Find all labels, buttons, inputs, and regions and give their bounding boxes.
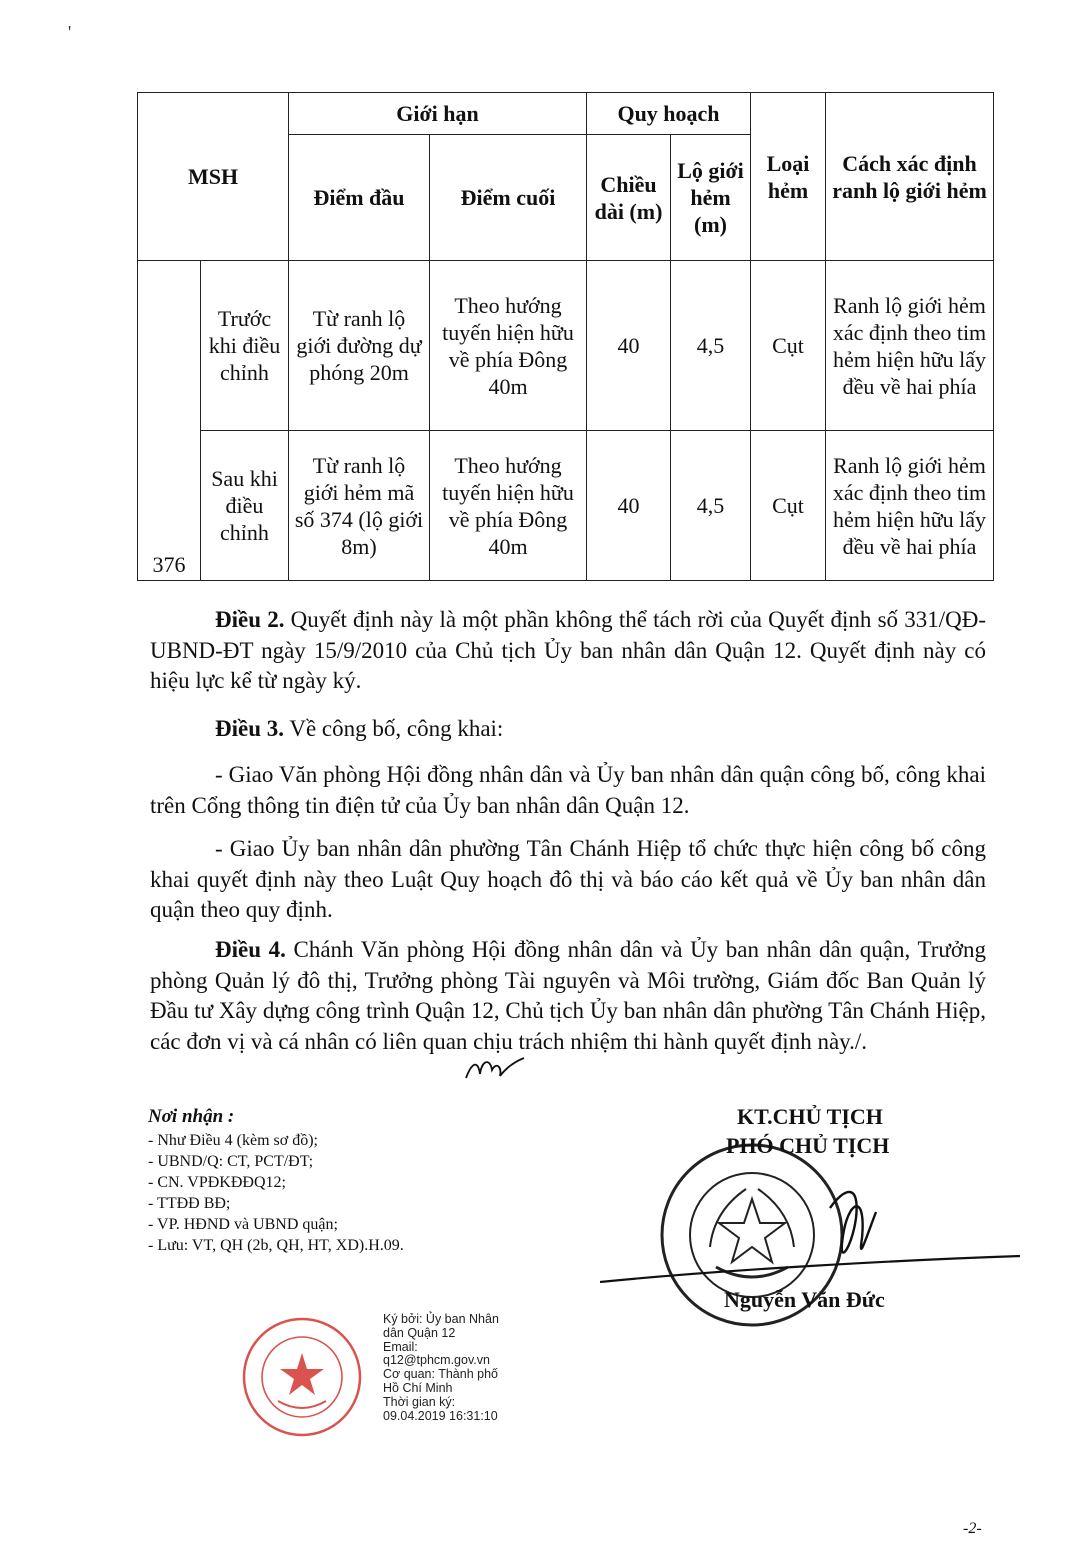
- page-number: -2-: [963, 1520, 982, 1537]
- cach-xac-dinh-cell: Ranh lộ giới hẻm xác định theo tim hẻm hiện hữu lấy đều về hai phía: [826, 431, 994, 581]
- header-diem-dau: Điểm đầu: [289, 135, 430, 261]
- article-3-label: Điều 3.: [215, 716, 284, 741]
- diem-dau-cell: Từ ranh lộ giới hẻm mã số 374 (lộ giới 8m): [289, 431, 430, 581]
- digital-seal: [240, 1315, 364, 1439]
- article-4-text: Chánh Văn phòng Hội đồng nhân dân và Ủy ban nhân dân quận, Trưởng phòng Quản lý đô thị, Trưởng phòng Tài nguyên và Môi trường, Giám đốc Ban Quản lý Đầu tư Xây dựng công trình Quận 12, Chủ tịch Ủy ban nhân dân phường Tân Chánh Hiệp, các đơn vị và cá nhân có liên quan chịu trách nhiệm thi hành quyết định này./.: [150, 937, 986, 1054]
- msh-value: 376: [138, 261, 201, 581]
- article-2-label: Điều 2.: [215, 607, 285, 632]
- header-loai-hem: Loại hẻm: [751, 93, 826, 261]
- signer-name: Nguyễn Văn Đức: [724, 1287, 885, 1312]
- recipient-item: - Lưu: VT, QH (2b, QH, HT, XD).H.09.: [148, 1237, 404, 1254]
- initial-signature: [462, 1054, 528, 1084]
- header-gioi-han: Giới hạn: [289, 93, 587, 135]
- digital-signature-info: [383, 1313, 543, 1423]
- recipient-item: - VP. HĐND và UBND quận;: [148, 1216, 338, 1233]
- header-chieu-dai: Chiều dài (m): [587, 135, 671, 261]
- stage-cell: Sau khi điều chỉnh: [201, 431, 289, 581]
- article-3-item-2: - Giao Ủy ban nhân dân phường Tân Chánh Hiệp tổ chức thực hiện công bố công khai quyết định này theo Luật Quy hoạch đô thị và báo cáo kết quả về Ủy ban nhân dân quận theo quy định.: [150, 836, 986, 922]
- header-diem-cuoi: Điểm cuối: [430, 135, 587, 261]
- road-limits-table: [137, 92, 994, 581]
- digital-signature-line: Ký bởi: Ủy ban Nhân: [383, 1312, 499, 1326]
- article-4-label: Điều 4.: [215, 937, 286, 962]
- lo-gioi-cell: 4,5: [671, 431, 751, 581]
- header-quy-hoach: Quy hoạch: [587, 93, 751, 135]
- signature-subtitle: PHÓ CHỦ TỊCH: [726, 1133, 890, 1158]
- header-lo-gioi: Lộ giới hẻm (m): [671, 135, 751, 261]
- handwritten-signature: [600, 1168, 1030, 1298]
- header-msh: MSH: [138, 93, 289, 261]
- digital-signature-line: q12@tphcm.gov.vn: [383, 1353, 490, 1368]
- diem-cuoi-cell: Theo hướng tuyến hiện hữu về phía Đông 40m: [430, 431, 587, 581]
- signature-title: KT.CHỦ TỊCH: [737, 1104, 883, 1129]
- digital-signature-line: Cơ quan: Thành phố: [383, 1367, 498, 1382]
- chieu-dai-cell: 40: [587, 431, 671, 581]
- lo-gioi-cell: 4,5: [671, 261, 751, 431]
- loai-hem-cell: Cụt: [751, 261, 826, 431]
- cach-xac-dinh-cell: Ranh lộ giới hẻm xác định theo tim hẻm hiện hữu lấy đều về hai phía: [826, 261, 994, 431]
- digital-signature-line: Email:: [383, 1339, 418, 1354]
- digital-signature-line: Hồ Chí Minh: [383, 1380, 453, 1395]
- article-2-text: Quyết định này là một phần không thể tách rời của Quyết định số 331/QĐ-UBND-ĐT ngày 15/9/2010 của Chủ tịch Ủy ban nhân dân Quận 12. Quyết định này có hiệu lực kể từ ngày ký.: [150, 607, 986, 693]
- recipient-item: - UBND/Q: CT, PCT/ĐT;: [148, 1153, 314, 1170]
- article-3-text: Về công bố, công khai:: [284, 716, 504, 741]
- stage-cell: Trước khi điều chỉnh: [201, 261, 289, 431]
- diem-cuoi-cell: Theo hướng tuyến hiện hữu về phía Đông 40m: [430, 261, 587, 431]
- article-3: [150, 714, 986, 745]
- digital-signature-line: Thời gian ký:: [383, 1394, 456, 1409]
- article-3-item-1: - Giao Văn phòng Hội đồng nhân dân và Ủy ban nhân dân quận công bố, công khai trên Cổng thông tin điện tử của Ủy ban nhân dân Quận 12.: [150, 762, 986, 818]
- table-row: [138, 431, 994, 581]
- diem-dau-cell: Từ ranh lộ giới đường dự phóng 20m: [289, 261, 430, 431]
- article-2: [150, 605, 986, 697]
- recipient-item: - TTĐĐ BĐ;: [148, 1195, 231, 1212]
- recipients-heading: Nơi nhận :: [148, 1106, 235, 1127]
- article-4: [150, 935, 986, 1057]
- digital-signature-line: dân Quận 12: [383, 1325, 456, 1340]
- recipients-block: [148, 1104, 568, 1256]
- recipient-item: - Như Điều 4 (kèm sơ đồ);: [148, 1132, 318, 1149]
- header-cach-xac-dinh: Cách xác định ranh lộ giới hẻm: [826, 93, 994, 261]
- chieu-dai-cell: 40: [587, 261, 671, 431]
- loai-hem-cell: Cụt: [751, 431, 826, 581]
- table-row: [138, 261, 994, 431]
- scan-mark: ': [68, 22, 72, 42]
- digital-signature-line: 09.04.2019 16:31:10: [383, 1408, 498, 1423]
- recipient-item: - CN. VPĐKĐĐQ12;: [148, 1174, 286, 1191]
